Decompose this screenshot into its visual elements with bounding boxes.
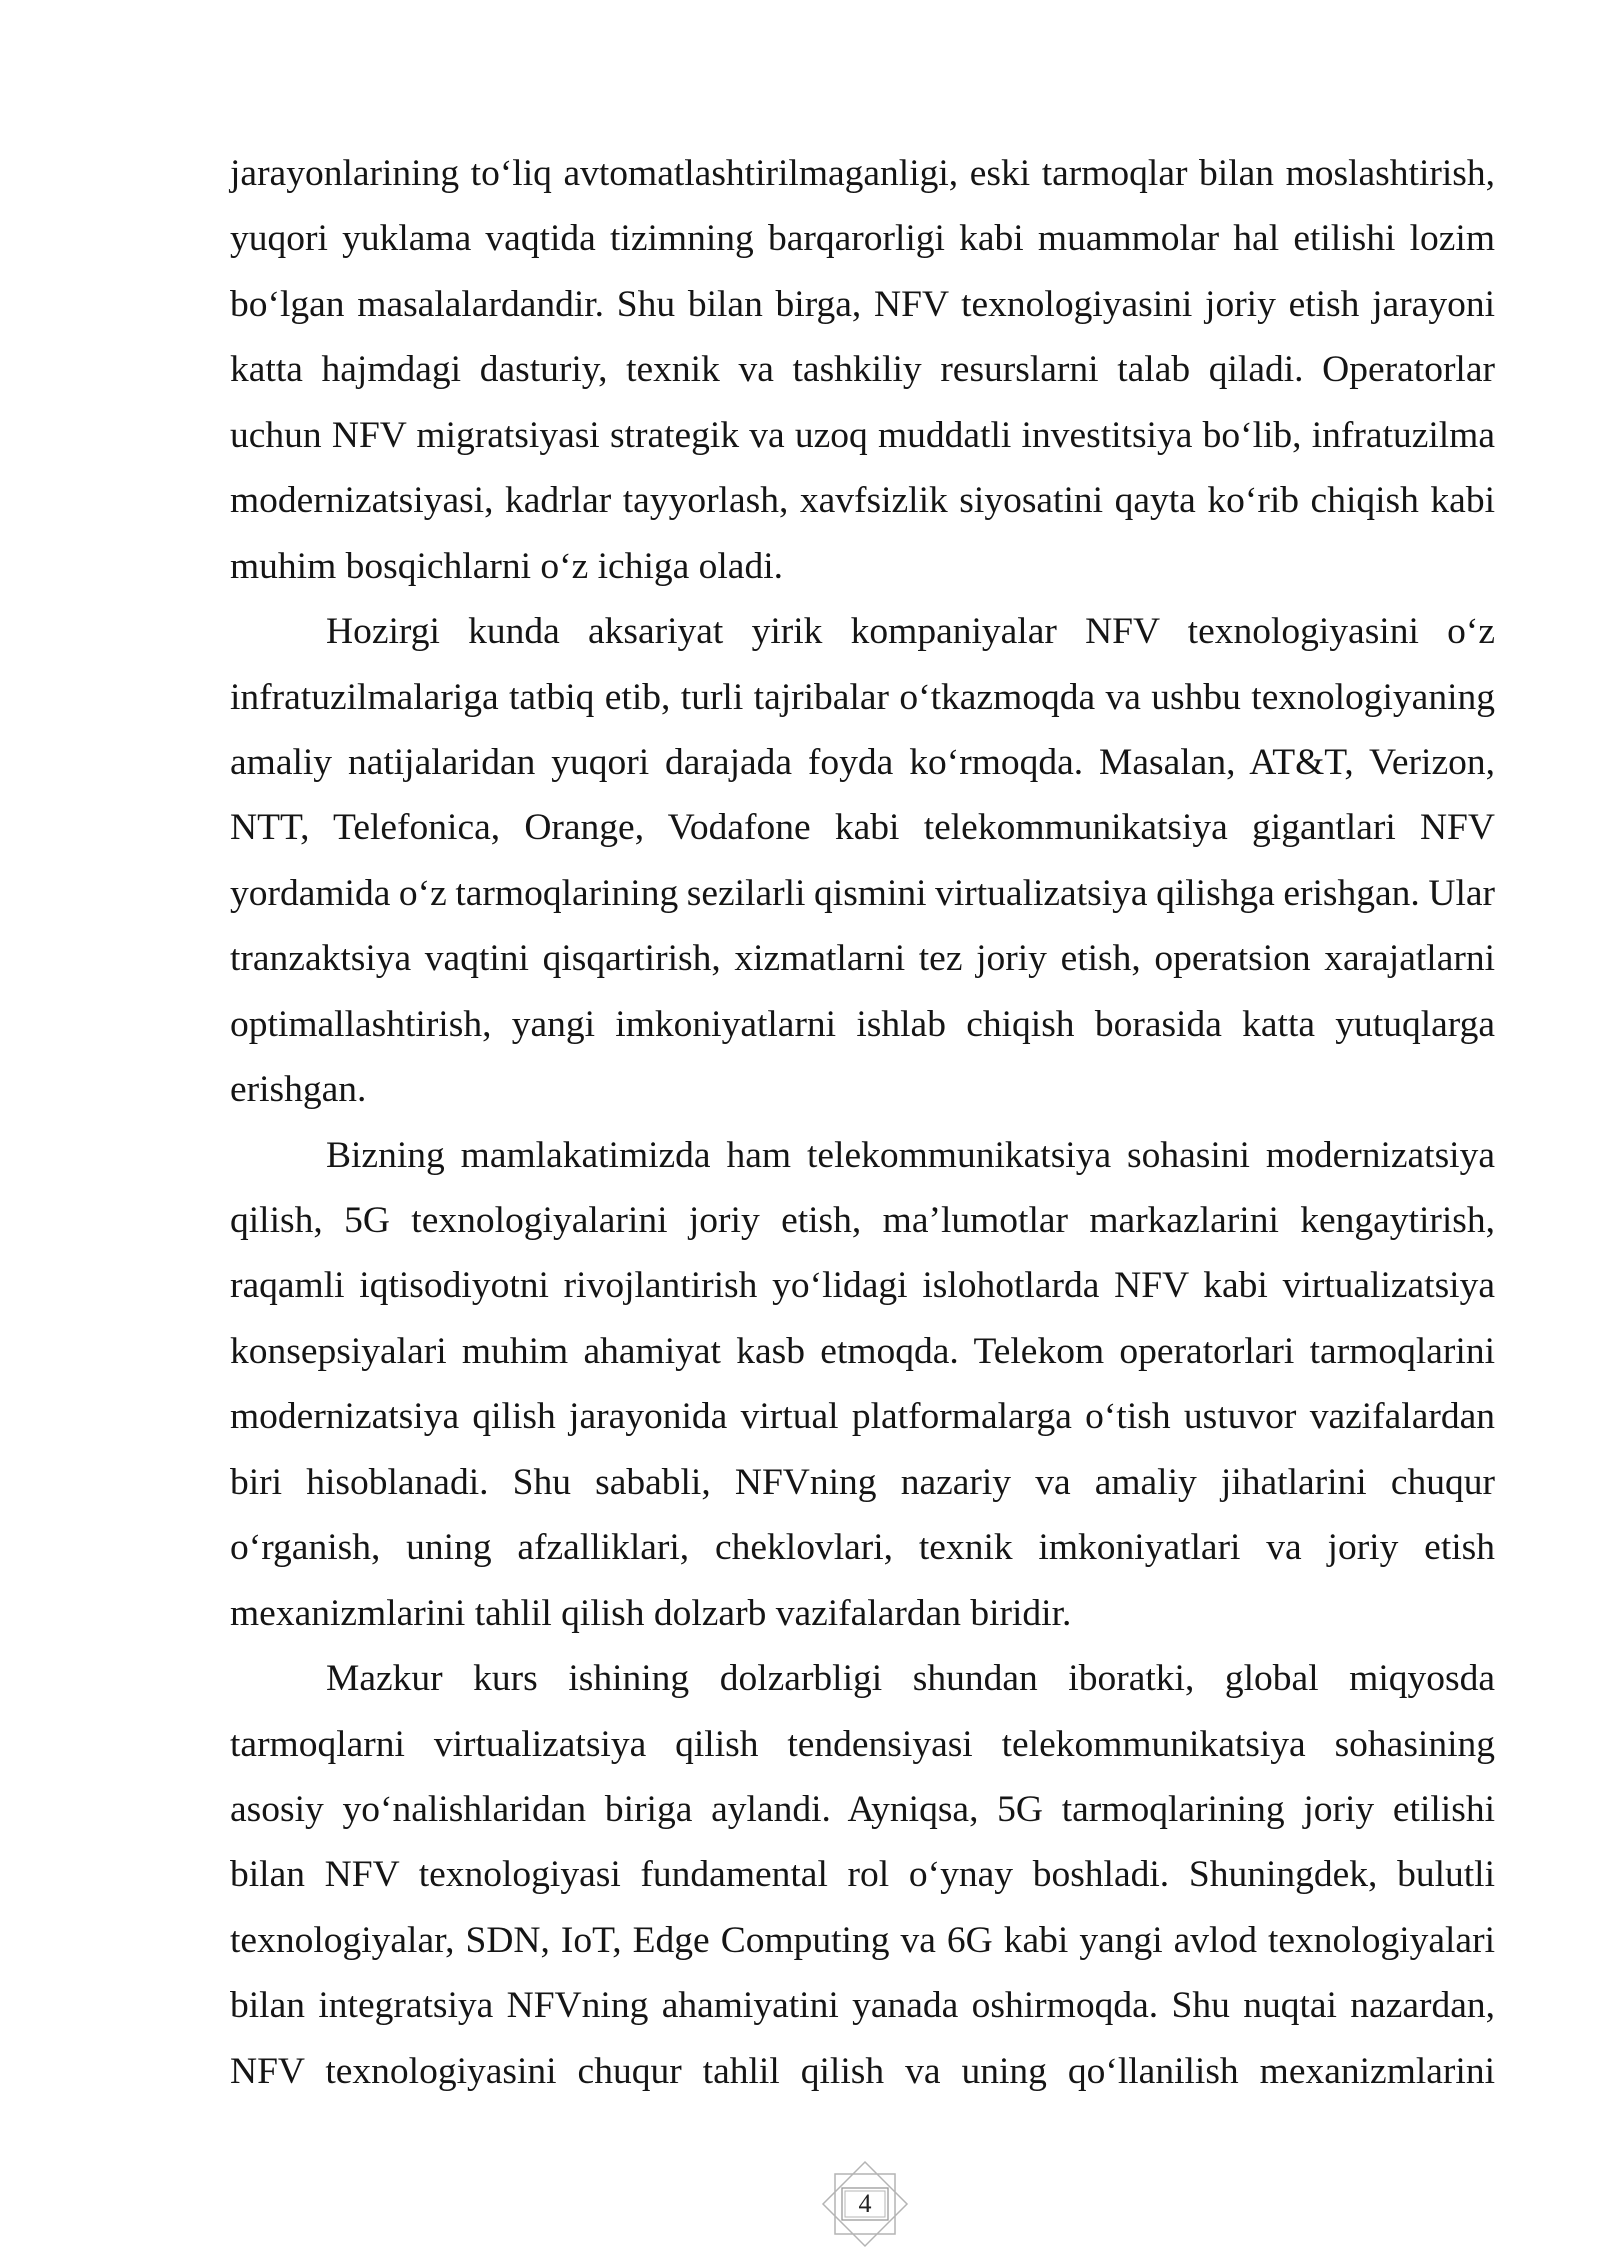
text-line: amaliy natijalaridan yuqori darajada foyda ko‘rmoqda. Masalan, AT&T, Verizon,: [230, 741, 1495, 783]
text-line: o‘rganish, uning afzalliklari, cheklovlari, texnik imkoniyatlari va joriy etish: [230, 1527, 1495, 1569]
text-line: asosiy yo‘nalishlaridan biriga aylandi. Ayniqsa, 5G tarmoqlarining joriy etilishi: [230, 1788, 1495, 1830]
text-line: Hozirgi kunda aksariyat yirik kompaniyalar NFV texnologiyasini o‘z: [326, 611, 1495, 653]
text-line: bilan integratsiya NFVning ahamiyatini yanada oshirmoqda. Shu nuqtai nazardan,: [230, 1985, 1495, 2027]
text-line: tranzaktsiya vaqtini qisqartirish, xizmatlarni tez joriy etish, operatsion xarajatlarni: [230, 938, 1495, 980]
text-line: konsepsiyalari muhim ahamiyat kasb etmoqda. Telekom operatorlari tarmoqlarini: [230, 1330, 1495, 1372]
text-line: mexanizmlarini tahlil qilish dolzarb vazifalardan biridir.: [230, 1592, 1072, 1634]
text-line: qilish, 5G texnologiyalarini joriy etish, ma’lumotlar markazlarini kengaytirish,: [230, 1200, 1495, 1241]
text-line: NTT, Telefonica, Orange, Vodafone kabi telekommunikatsiya gigantlari NFV: [230, 807, 1495, 849]
text-line: yuqori yuklama vaqtida tizimning barqarorligi kabi muammolar hal etilishi lozim: [230, 218, 1495, 260]
page-number: 4: [858, 2189, 872, 2218]
text-line: yordamida o‘z tarmoqlarining sezilarli qismini virtualizatsiya qilishga erishgan. Ular: [230, 872, 1495, 914]
text-line: tarmoqlarni virtualizatsiya qilish tendensiyasi telekommunikatsiya sohasining: [230, 1723, 1495, 1765]
paragraph: [230, 599, 1495, 1123]
text-line: raqamli iqtisodiyotni rivojlantirish yo‘lidagi islohotlarda NFV kabi virtualizatsiya: [230, 1265, 1495, 1307]
text-line: jarayonlarining to‘liq avtomatlashtirilmaganligi, eski tarmoqlar bilan moslashtirish,: [230, 153, 1495, 194]
paragraph: [230, 1123, 1495, 1647]
text-line: erishgan.: [230, 1069, 367, 1111]
text-line: Mazkur kurs ishining dolzarbligi shundan iboratki, global miqyosda: [326, 1658, 1495, 1700]
text-line: texnologiyalar, SDN, IoT, Edge Computing va 6G kabi yangi avlod texnologiyalari: [230, 1919, 1495, 1961]
text-line: NFV texnologiyasini chuqur tahlil qilish va uning qo‘llanilish mexanizmlarini: [230, 2050, 1495, 2092]
text-line: Bizning mamlakatimizda ham telekommunikatsiya sohasini modernizatsiya: [326, 1134, 1495, 1176]
text-line: optimallashtirish, yangi imkoniyatlarni ishlab chiqish borasida katta yutuqlarga: [230, 1003, 1495, 1045]
text-line: bilan NFV texnologiyasi fundamental rol o‘ynay boshladi. Shuningdek, bulutli: [230, 1854, 1495, 1896]
text-line: muhim bosqichlarni o‘z ichiga oladi.: [230, 545, 783, 587]
text-line: modernizatsiya qilish jarayonida virtual platformalarga o‘tish ustuvor vazifalardan: [230, 1396, 1495, 1438]
text-line: uchun NFV migratsiyasi strategik va uzoq muddatli investitsiya bo‘lib, infratuzilma: [230, 414, 1495, 456]
paragraph: [230, 141, 1495, 599]
text-line: biri hisoblanadi. Shu sababli, NFVning nazariy va amaliy jihatlarini chuqur: [230, 1461, 1495, 1503]
body-text: [230, 141, 1495, 2104]
text-line: infratuzilmalariga tatbiq etib, turli tajribalar o‘tkazmoqda va ushbu texnologiyaning: [230, 676, 1495, 718]
text-line: modernizatsiyasi, kadrlar tayyorlash, xavfsizlik siyosatini qayta ko‘rib chiqish kabi: [230, 480, 1495, 522]
text-line: katta hajmdagi dasturiy, texnik va tashkiliy resurslarni talab qiladi. Operatorlar: [230, 349, 1495, 391]
paragraph: [230, 1646, 1495, 2104]
text-line: bo‘lgan masalalardandir. Shu bilan birga, NFV texnologiyasini joriy etish jarayoni: [230, 283, 1495, 325]
